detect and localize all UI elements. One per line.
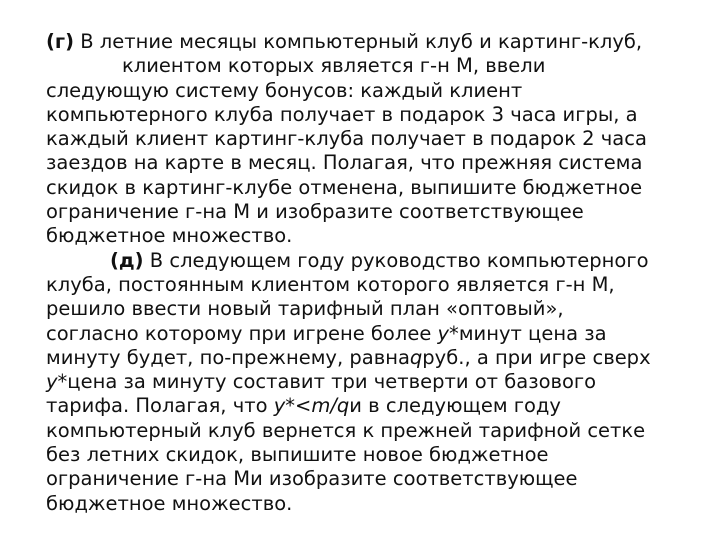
text-line: [46, 30, 686, 54]
text-line: компьютерного клуба получает в подарок 3 часа игры, а: [46, 102, 638, 126]
part-g-label: (г): [46, 30, 75, 53]
text-fragment: минуту будет, по-прежнему, равна: [46, 345, 410, 369]
text-line: скидок в картинг-клубе отменена, выпишите бюджетное: [46, 175, 643, 199]
text-fragment: минут цена за: [458, 321, 607, 345]
text-line: каждый клиент картинг-клуба получает в подарок 2 часа: [46, 127, 647, 151]
paragraph-part-d: [46, 249, 686, 516]
text-fragment: руб., а при игре сверх: [422, 345, 651, 369]
document-body: [46, 30, 686, 516]
text-line: [46, 249, 686, 273]
text-fragment: тарифа. Полагая, что: [46, 394, 274, 418]
text-line: клуба, постоянным клиентом которого является г-н М,: [46, 272, 615, 296]
text-line: компьютерный клуб вернется к прежней тарифной сетке: [46, 418, 646, 442]
math-variable-y-star: y*: [437, 321, 459, 345]
text-line: заездов на карте в месяц. Полагая, что прежняя система: [46, 151, 643, 175]
text-line: решило ввести новый тарифный план «оптовый»,: [46, 297, 564, 321]
text-line: клиентом которых является г-н М, ввели: [122, 54, 546, 78]
text-line: бюджетное множество.: [46, 491, 293, 515]
text-fragment: В следующем году руководство компьютерного: [143, 248, 649, 272]
text-line: ограничение г-на Ми изобразите соответствующее: [46, 467, 578, 491]
part-d-label: (д): [110, 248, 144, 272]
text-line: ограничение г-на М и изобразите соответствующее: [46, 200, 584, 224]
paragraph-part-g: [46, 30, 686, 249]
text-line: [46, 322, 686, 346]
math-variable-q: q: [409, 345, 423, 369]
text-fragment: и в следующем году: [349, 394, 561, 418]
text-line: бюджетное множество.: [46, 224, 293, 248]
text-line: [46, 370, 686, 394]
text-fragment: согласно которому при игрене более: [46, 321, 438, 345]
math-variable-y-star: y*: [46, 370, 68, 394]
math-condition: y*<m/q: [273, 394, 350, 418]
text-fragment: цена за минуту составит три четверти от базового: [67, 370, 597, 394]
text-line: без летних скидок, выпишите новое бюджетное: [46, 443, 549, 467]
text-line: [46, 346, 686, 370]
text-line: [46, 394, 686, 418]
text-line: следующую систему бонусов: каждый клиент: [46, 78, 523, 102]
text-fragment: В летние месяцы компьютерный клуб и картинг-клуб,: [74, 30, 643, 53]
